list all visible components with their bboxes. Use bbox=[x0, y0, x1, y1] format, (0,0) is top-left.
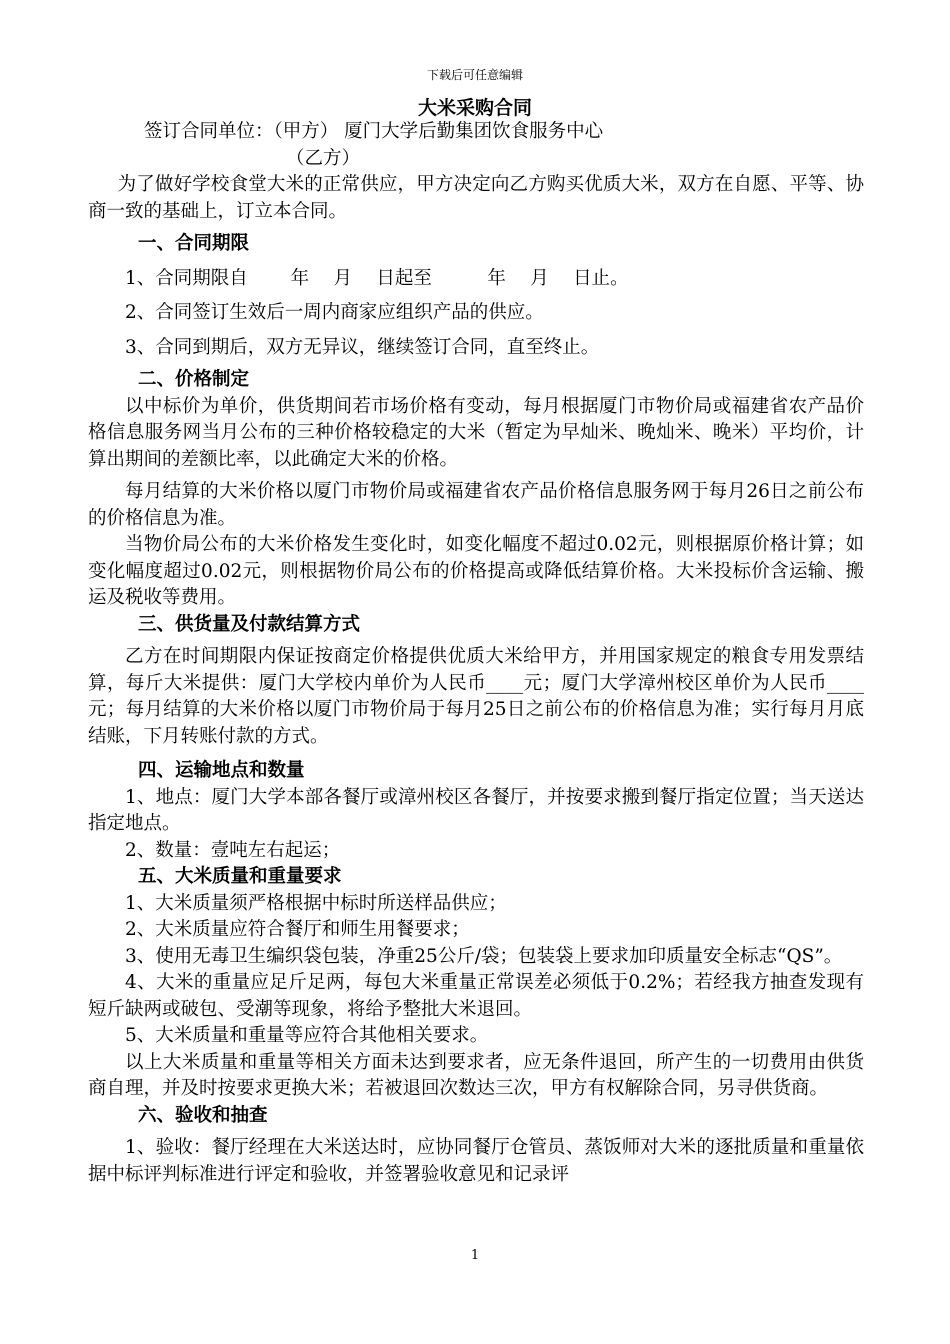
quality-item-1: 1、大米质量须严格根据中标时所送样品供应； bbox=[125, 892, 507, 914]
quality-item-4: 4、大米的重量应足斤足两，每包大米重量正常误差必须低于0.2%；若经我方抽查发现有短斤缺两或破包、受潮等现象，将给予整批大米退回。 bbox=[88, 972, 864, 1020]
section-heading-quality: 五、大米质量和重量要求 bbox=[138, 866, 342, 887]
section-heading-term: 一、合同期限 bbox=[138, 233, 250, 254]
intro-paragraph: 为了做好学校食堂大米的正常供应，甲方决定向乙方购买优质大米，双方在自愿、平等、协商一致的基础上，订立本合同。 bbox=[88, 174, 864, 222]
quality-item-5: 5、大米质量和重量等应符合其他相关要求。 bbox=[125, 1025, 489, 1046]
inspection-paragraph: 1、验收：餐厅经理在大米送达时，应协同餐厅仓管员、蒸饭师对大米的逐批质量和重量依据中标评判标准进行评定和验收，并签署验收意见和记录评 bbox=[88, 1137, 864, 1185]
sign-line-party-b: （乙方） bbox=[286, 147, 361, 169]
section-heading-inspection: 六、验收和抽查 bbox=[138, 1104, 268, 1126]
price-paragraph-1: 以中标价为单价，供货期间若市场价格有变动，每月根据厦门市物价局或福建省农产品价格信息服务网当月公布的三种价格较稳定的大米（暂定为早灿米、晚灿米、晚米）平均价，计算出期间的差额比率，以此确定大米的价格。 bbox=[88, 395, 864, 470]
price-paragraph-2: 每月结算的大米价格以厦门市物价局或福建省农产品价格信息服务网于每月26日之前公布的价格信息为准。 bbox=[88, 481, 864, 529]
term-item-1: 1、合同期限自 年 月 日起至 年 月 日止。 bbox=[125, 267, 629, 289]
quality-item-2: 2、大米质量应符合餐厅和师生用餐要求； bbox=[125, 919, 470, 940]
document-body bbox=[88, 119, 864, 1188]
section-heading-price: 二、价格制定 bbox=[138, 369, 250, 390]
payment-paragraph: 乙方在时间期限内保证按商定价格提供优质大米给甲方，并用国家规定的粮食专用发票结算，每斤大米提供：厦门大学校内单价为人民币____元；厦门大学漳州校区单价为人民币____元；每月结算的大米价格以厦门市物价局于每月25日之前公布的价格信息为准；实行每月月底结账，下月转账付款的方式。 bbox=[88, 646, 864, 747]
term-item-2: 2、合同签订生效后一周内商家应组织产品的供应。 bbox=[125, 302, 544, 323]
term-item-3: 3、合同到期后，双方无异议，继续签订合同，直至终止。 bbox=[125, 336, 600, 358]
price-paragraph-3: 当物价局公布的大米价格发生变化时，如变化幅度不超过0.02元，则根据原价格计算；如变化幅度超过0.02元，则根据物价局公布的价格提高或降低结算价格。大米投标价含运输、搬运及税收等费用。 bbox=[88, 534, 864, 608]
quality-item-3: 3、使用无毒卫生编织袋包装，净重25公斤/袋；包装袋上要求加印质量安全标志“QS”。 bbox=[125, 945, 843, 967]
section-heading-payment: 三、供货量及付款结算方式 bbox=[138, 613, 361, 635]
quality-summary: 以上大米质量和重量等相关方面未达到要求者，应无条件退回，所产生的一切费用由供货商自理，并及时按要求更换大米；若被退回次数达三次，甲方有权解除合同，另寻供货商。 bbox=[88, 1051, 864, 1099]
header-note: 下载后可任意编辑 bbox=[426, 68, 523, 82]
sign-line-party-a: 签订合同单位：（甲方） 厦门大学后勤集团饮食服务中心 bbox=[144, 121, 604, 142]
document-title: 大米采购合同 bbox=[417, 97, 532, 119]
section-heading-transport: 四、运输地点和数量 bbox=[138, 760, 305, 781]
transport-item-1: 1、地点：厦门大学本部各餐厅或漳州校区各餐厅，并按要求搬到餐厅指定位置；当天送达指定地点。 bbox=[88, 786, 864, 834]
page-number: 1 bbox=[470, 1248, 480, 1263]
transport-item-2: 2、数量：壹吨左右起运； bbox=[125, 839, 341, 861]
